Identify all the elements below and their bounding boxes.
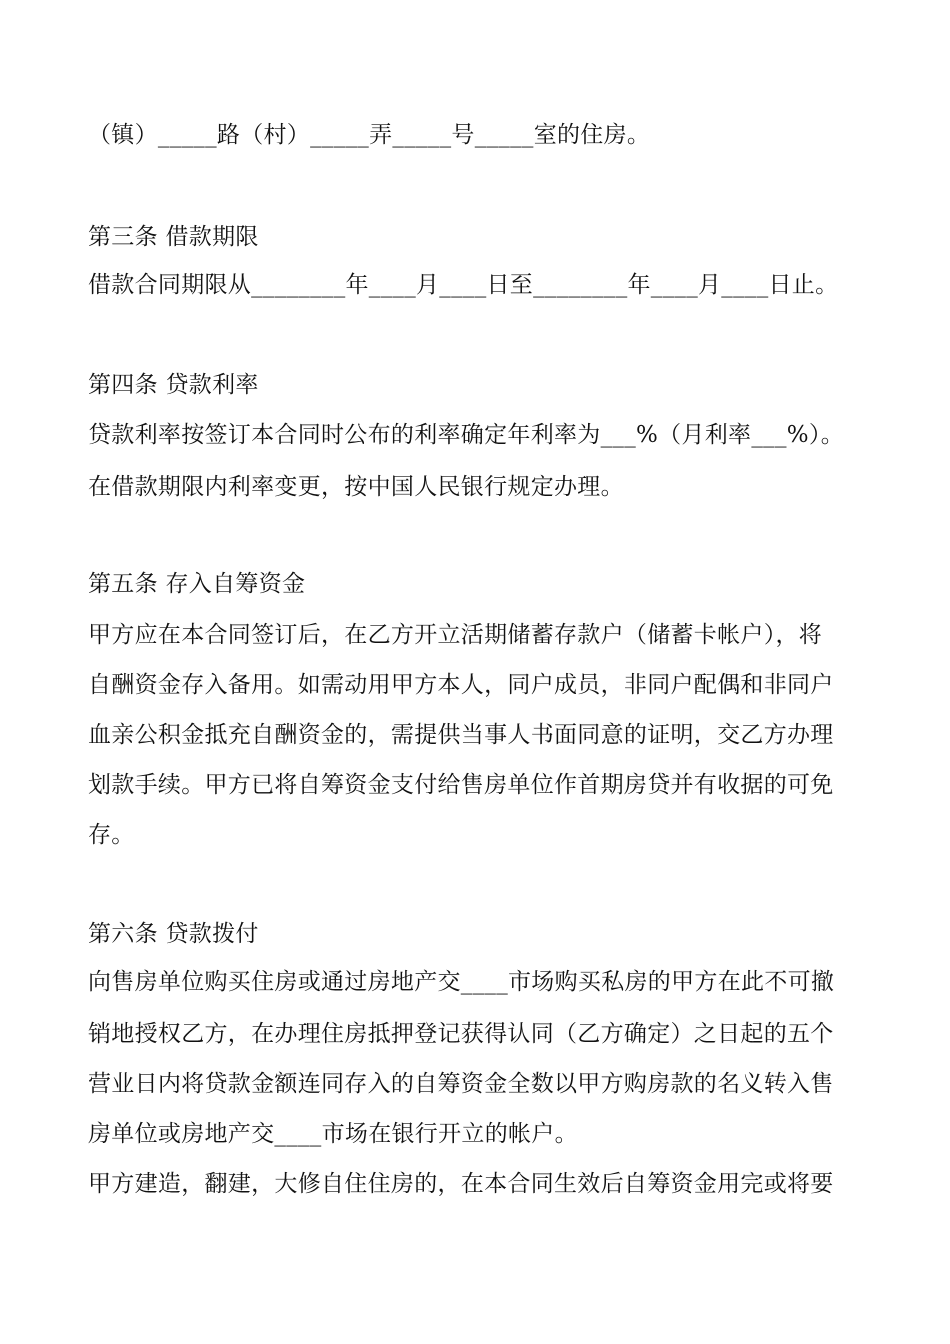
- article-6-text-4: 房单位或房地产交____市场在银行开立的帐户。: [88, 1121, 578, 1147]
- article-5-text-5: 存。: [88, 822, 135, 848]
- article-6-text-1: 向售房单位购买住房或通过房地产交____市场购买私房的甲方在此不可撤: [88, 969, 835, 995]
- article-4-heading: 第四条 贷款利率: [88, 372, 259, 398]
- article-5-text-4: 划款手续。甲方已将自筹资金支付给售房单位作首期房贷并有收据的可免: [88, 772, 834, 798]
- article-6-heading: 第六条 贷款拨付: [88, 921, 259, 947]
- article-5-text-2: 自酬资金存入备用。如需动用甲方本人，同户成员，非同户配偶和非同户: [88, 672, 834, 698]
- article-6-text-2: 销地授权乙方，在办理住房抵押登记获得认同（乙方确定）之日起的五个: [88, 1021, 834, 1047]
- article-5-heading: 第五条 存入自筹资金: [88, 571, 306, 597]
- article-5-text-3: 血亲公积金抵充自酬资金的，需提供当事人书面同意的证明，交乙方办理: [88, 722, 834, 748]
- article-6-text-3: 营业日内将贷款金额连同存入的自筹资金全数以甲方购房款的名义转入售: [88, 1071, 834, 1097]
- article-4-text-1: 贷款利率按签订本合同时公布的利率确定年利率为___%（月利率___%）。: [88, 422, 845, 448]
- address-line: （镇）_____路（村）_____弄_____号_____室的住房。: [88, 122, 651, 148]
- article-3-heading: 第三条 借款期限: [88, 224, 259, 250]
- article-4-text-2: 在借款期限内利率变更，按中国人民银行规定办理。: [88, 474, 624, 500]
- article-3-text: 借款合同期限从________年____月____日至________年____月____日止。: [88, 272, 839, 298]
- article-6-text-5: 甲方建造，翻建，大修自住住房的，在本合同生效后自筹资金用完或将要: [88, 1171, 834, 1197]
- article-5-text-1: 甲方应在本合同签订后，在乙方开立活期储蓄存款户（储蓄卡帐户），将: [88, 622, 823, 648]
